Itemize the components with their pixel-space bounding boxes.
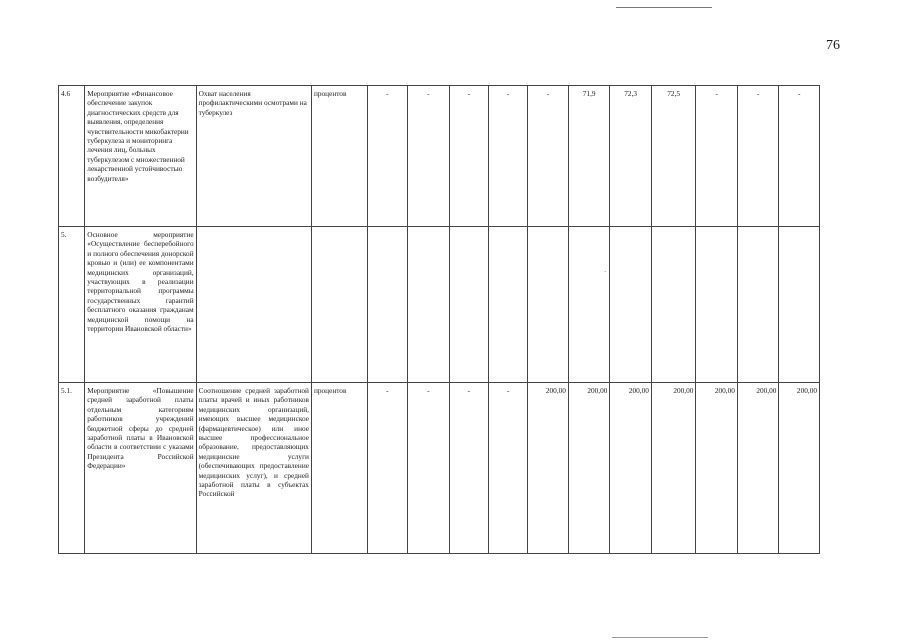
- unit-cell: процентов: [311, 86, 367, 227]
- indicator-name: Охват населения профилактическими осмотрами на туберкулез: [196, 86, 311, 227]
- event-name: Мероприятие «Финансовое обеспечение закупок диагностических средств для выявления, определения чувствительности микобактерии туберкулеза и мониторинга лечения лиц, больных туберкулезом с множественной лекарственной устойчивостью возбудителя»: [85, 86, 196, 227]
- table-row: [59, 227, 820, 383]
- page-number: 76: [826, 38, 840, 53]
- value-cell: [408, 227, 449, 383]
- table-row: [59, 383, 820, 554]
- value-cell: [651, 227, 696, 383]
- unit-cell: [311, 227, 367, 383]
- value-cell: [610, 227, 651, 383]
- value-cell: 200,00: [568, 383, 609, 554]
- event-name: Мероприятие «Повышение средней заработной платы отдельным категориям работников учреждений бюджетной сферы до средней заработной платы в Ивановской области в соответствии с указами Президента Российской Федерации»: [85, 383, 196, 554]
- value-cell: [367, 227, 407, 383]
- value-cell: [737, 227, 778, 383]
- row-number: 4.6: [59, 86, 85, 227]
- value-cell: [696, 227, 737, 383]
- value-cell: [568, 227, 609, 383]
- row-number: 5.1.: [59, 383, 85, 554]
- value-cell: 200,00: [528, 383, 568, 554]
- value-cell: 72,3: [610, 86, 651, 227]
- top-scan-line: [616, 7, 712, 8]
- event-name: Основное мероприятие «Осуществление бесперебойного и полного обеспечения донорской кровью и (или) ее компонентами медицинских организаций, участвующих в реализации территориальной программы государственных гарантий бесплатного оказания гражданам медицинской помощи на территории Ивановской области»: [85, 227, 196, 383]
- value-cell: -: [528, 86, 568, 227]
- table-row: [59, 86, 820, 227]
- value-cell: -: [779, 86, 820, 227]
- value-cell: -: [449, 86, 488, 227]
- row-number: 5.: [59, 227, 85, 383]
- value-cell: 71,9: [568, 86, 609, 227]
- value-cell: 200,00: [779, 383, 820, 554]
- value-cell: [489, 227, 528, 383]
- value-cell: 72,5: [651, 86, 696, 227]
- value-cell: -: [696, 86, 737, 227]
- value-cell: 200,00: [610, 383, 651, 554]
- value-cell: 200,00: [696, 383, 737, 554]
- value-cell: 200,00: [737, 383, 778, 554]
- unit-cell: процентов: [311, 383, 367, 554]
- scan-mark: ·: [604, 268, 607, 276]
- value-cell: -: [737, 86, 778, 227]
- value-cell: -: [489, 383, 528, 554]
- value-cell: -: [408, 86, 449, 227]
- indicator-name: [196, 227, 311, 383]
- indicator-name: Соотношение средней заработной платы врачей и иных работников медицинских организаций, имеющих высшее медицинское (фармацевтическое) или иное высшее профессиональное образование, предоставляющих медицинские услуги (обеспечивающих предоставление медицинских услуг), и средней заработной платы в субъектах Российской: [196, 383, 311, 554]
- value-cell: [449, 227, 488, 383]
- value-cell: -: [367, 383, 407, 554]
- indicator-table: [58, 85, 820, 554]
- value-cell: -: [408, 383, 449, 554]
- bottom-scan-line: [612, 637, 708, 638]
- value-cell: -: [449, 383, 488, 554]
- value-cell: -: [367, 86, 407, 227]
- value-cell: [528, 227, 568, 383]
- value-cell: -: [489, 86, 528, 227]
- value-cell: [779, 227, 820, 383]
- value-cell: 200,00: [651, 383, 696, 554]
